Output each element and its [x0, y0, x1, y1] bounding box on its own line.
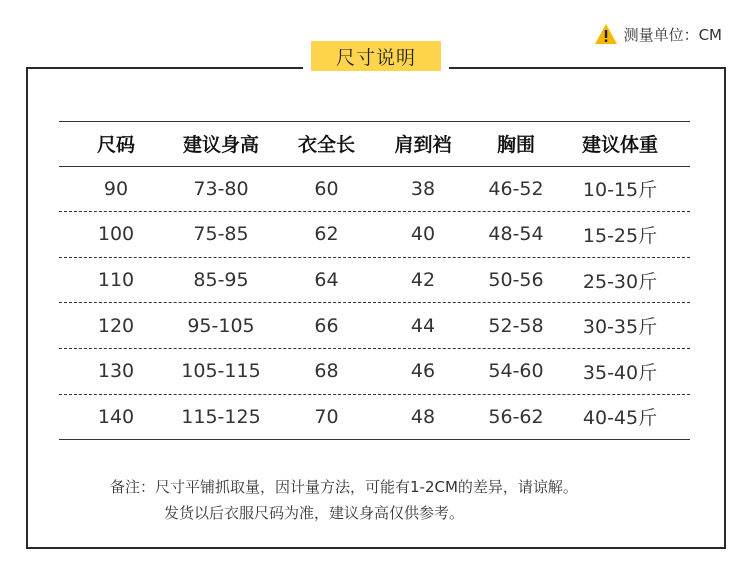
cell-shoulder-crotch: 46 [410, 360, 436, 383]
header-size: 尺码 [96, 134, 135, 157]
cell-shoulder-crotch: 38 [410, 177, 436, 200]
cell-shoulder-crotch: 42 [410, 269, 436, 292]
cell-weight: 30-35斤 [582, 316, 658, 339]
table-row [59, 349, 690, 395]
cell-length: 68 [314, 360, 339, 383]
header-chest: 胸围 [496, 134, 535, 157]
cell-size: 100 [97, 223, 135, 246]
cell-size: 120 [97, 314, 135, 337]
cell-size: 140 [97, 405, 135, 428]
cell-weight: 40-45斤 [582, 407, 658, 430]
unit-note-text: 测量单位：CM [623, 25, 722, 44]
cell-height: 75-85 [193, 223, 249, 246]
unit-note [594, 22, 722, 46]
cell-length: 62 [314, 223, 339, 246]
cell-height: 95-105 [187, 314, 255, 337]
cell-chest: 50-56 [488, 269, 544, 292]
table-row [59, 167, 690, 213]
size-table [59, 121, 690, 440]
cell-height: 85-95 [193, 269, 249, 292]
table-header-row [59, 121, 690, 167]
cell-size: 90 [103, 177, 129, 200]
cell-weight: 25-30斤 [582, 270, 658, 293]
cell-chest: 56-62 [488, 405, 544, 428]
remark-line-2: 发货以后衣服尺码为准，建议身高仅供参考。 [164, 504, 465, 522]
cell-shoulder-crotch: 48 [410, 405, 436, 428]
cell-length: 60 [314, 177, 339, 200]
cell-length: 64 [314, 269, 339, 292]
cell-weight: 35-40斤 [582, 361, 658, 384]
table-row [59, 258, 690, 304]
cell-chest: 46-52 [488, 177, 544, 200]
remark-note [110, 474, 578, 526]
cell-length: 66 [314, 314, 339, 337]
cell-chest: 48-54 [488, 223, 544, 246]
cell-weight: 10-15斤 [582, 179, 658, 202]
cell-height: 105-115 [181, 360, 261, 383]
table-row [59, 395, 690, 441]
cell-height: 73-80 [193, 177, 249, 200]
header-shoulder-crotch: 肩到裆 [394, 134, 452, 157]
cell-length: 70 [314, 405, 339, 428]
cell-height: 115-125 [181, 405, 261, 428]
cell-weight: 15-25斤 [582, 224, 658, 247]
cell-size: 110 [97, 269, 135, 292]
warning-icon [594, 23, 618, 45]
table-row [59, 303, 690, 349]
header-length: 衣全长 [297, 134, 355, 157]
cell-shoulder-crotch: 44 [410, 314, 436, 337]
table-row [59, 212, 690, 258]
cell-shoulder-crotch: 40 [410, 223, 436, 246]
remark-line-1: 备注：尺寸平铺抓取量，因计量方法，可能有1-2CM的差异，请谅解。 [110, 478, 578, 496]
page-title: 尺寸说明 [311, 41, 441, 71]
header-height: 建议身高 [182, 134, 259, 157]
cell-chest: 52-58 [488, 314, 544, 337]
cell-size: 130 [97, 360, 135, 383]
header-weight: 建议体重 [581, 134, 658, 157]
cell-chest: 54-60 [488, 360, 544, 383]
